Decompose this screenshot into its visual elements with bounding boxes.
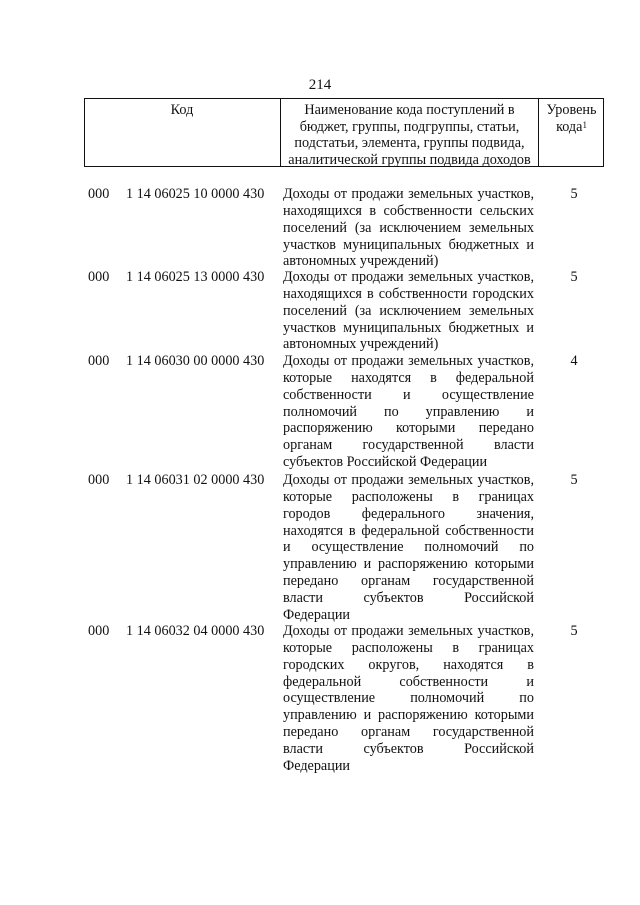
code-level: 5 (570, 269, 578, 285)
income-name-line: находящихся в собственности городских (283, 285, 534, 302)
income-name-line: субъектов Российской Федерации (283, 454, 488, 471)
income-name-line: и осуществление полномочий по (283, 539, 534, 556)
header-name (281, 102, 538, 168)
income-name-line: передано органам государственной (283, 573, 534, 590)
income-name-line: полномочий по управлению и (283, 403, 534, 420)
income-name-line: Доходы от продажи земельных участков, (283, 623, 534, 639)
header-level-line2: кода$^1$ (556, 118, 587, 135)
income-name-line: автономных учреждений) (283, 336, 439, 353)
income-name-line: поселений (за исключением земельных (283, 219, 534, 236)
income-name-line: участков муниципальных бюджетных и (283, 236, 534, 253)
header-code: Код (170, 102, 194, 118)
income-name-line: городов федерального значения, (283, 505, 534, 522)
admin-code: 000 (88, 186, 110, 202)
code-level: 5 (570, 623, 578, 639)
income-name-line: находящихся в собственности сельских (283, 202, 534, 219)
income-name-line: которые находятся в федеральной (283, 369, 534, 386)
income-name-line: федеральной собственности и (283, 673, 534, 690)
admin-code: 000 (88, 623, 110, 639)
header-level (539, 102, 604, 135)
income-name-line: Доходы от продажи земельных участков, (283, 353, 534, 369)
admin-code: 000 (88, 353, 110, 369)
table-header (84, 98, 604, 167)
header-level-line1: Уровень (546, 102, 597, 118)
income-name-line: управлению и распоряжению которыми (283, 707, 534, 724)
admin-code: 000 (88, 472, 110, 488)
income-name-line: Доходы от продажи земельных участков, (283, 472, 534, 488)
footnote-marker: 1 (582, 119, 587, 130)
header-name-line: Наименование кода поступлений в (304, 102, 515, 118)
income-name (283, 353, 534, 471)
page-number: 214 (308, 77, 332, 93)
income-name-line: городских округов, находятся в (283, 656, 534, 673)
code-level: 4 (570, 353, 578, 369)
income-code: 1 14 06031 02 0000 430 (126, 472, 265, 488)
income-name-line: распоряжению которыми передано (283, 420, 534, 437)
header-name-line: аналитической группы подвида доходов (288, 151, 531, 168)
income-name-line: Доходы от продажи земельных участков, (283, 186, 534, 202)
income-name-line: власти субъектов Российской (283, 740, 534, 757)
income-name-line: которые расположены в границах (283, 488, 534, 505)
income-name (283, 472, 534, 624)
income-name-line: осуществление полномочий по (283, 690, 534, 707)
income-name-line: автономных учреждений) (283, 253, 439, 270)
income-name-line: власти субъектов Российской (283, 589, 534, 606)
income-name-line: собственности и осуществление (283, 386, 534, 403)
income-name-line: Доходы от продажи земельных участков, (283, 269, 534, 285)
income-name (283, 269, 534, 353)
header-name-line: бюджет, группы, подгруппы, статьи, (299, 118, 520, 135)
code-level: 5 (570, 472, 578, 488)
income-name-line: органам государственной власти (283, 437, 534, 454)
admin-code: 000 (88, 269, 110, 285)
income-name-line: передано органам государственной (283, 724, 534, 741)
income-name-line: участков муниципальных бюджетных и (283, 319, 534, 336)
income-name-line: Федерации (283, 757, 351, 774)
income-name-line: управлению и распоряжению которыми (283, 556, 534, 573)
income-code: 1 14 06032 04 0000 430 (126, 623, 265, 639)
income-code: 1 14 06025 13 0000 430 (126, 269, 265, 285)
income-name-line: которые расположены в границах (283, 639, 534, 656)
income-code: 1 14 06030 00 0000 430 (126, 353, 265, 369)
income-code: 1 14 06025 10 0000 430 (126, 186, 265, 202)
income-name-line: Федерации (283, 606, 351, 623)
income-name-line: поселений (за исключением земельных (283, 302, 534, 319)
code-level: 5 (570, 186, 578, 202)
income-name (283, 623, 534, 775)
header-name-line: подстатьи, элемента, группы подвида, (294, 135, 525, 151)
income-name (283, 186, 534, 270)
income-name-line: находятся в федеральной собственности (283, 522, 534, 539)
